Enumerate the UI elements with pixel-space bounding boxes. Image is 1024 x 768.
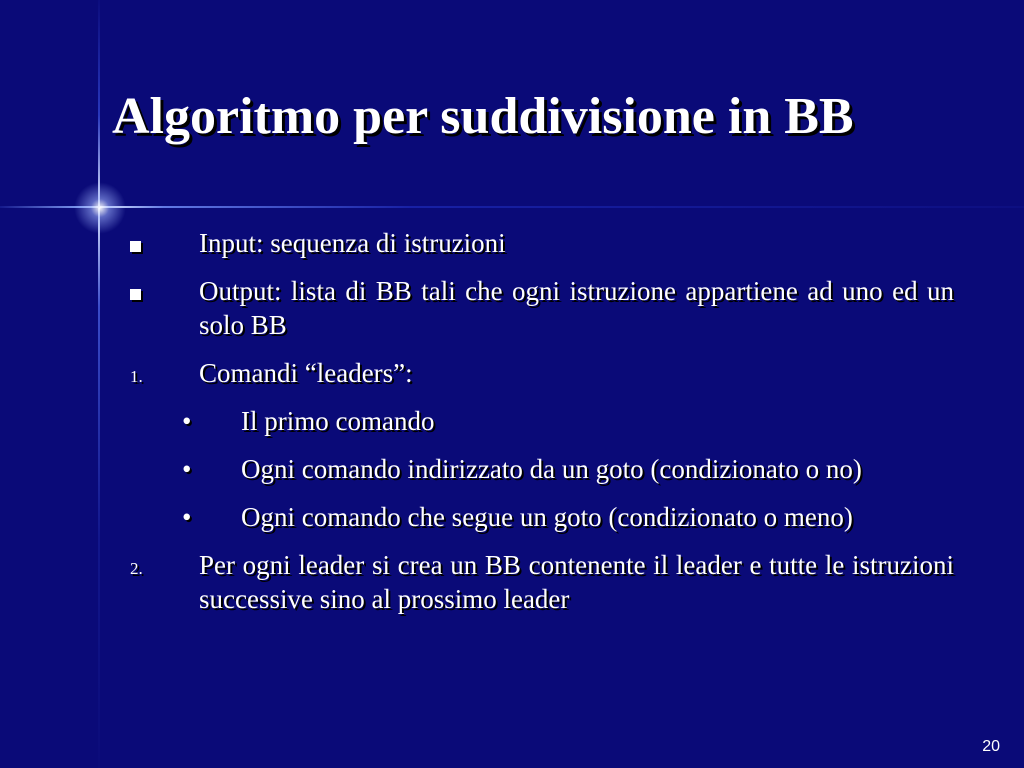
list-item-text: Output: lista di BB tali che ogni istruzione appartiene ad uno ed un solo BB	[199, 276, 954, 340]
square-bullet-icon	[130, 226, 141, 260]
list-item-text: Input: sequenza di istruzioni	[199, 228, 506, 258]
numbered-item	[126, 548, 954, 616]
decorative-vertical-line	[98, 0, 100, 768]
bullet-dot: •	[182, 502, 192, 532]
sub-list-item	[126, 452, 954, 486]
item-number: 1.	[130, 367, 143, 386]
item-number: 2.	[130, 559, 143, 578]
list-item	[126, 226, 954, 260]
sparkle-icon	[74, 182, 126, 234]
list-item	[126, 274, 954, 342]
slide-title: Algoritmo per suddivisione in BB	[112, 88, 854, 145]
list-item-text: Ogni comando indirizzato da un goto (condizionato o no)	[241, 454, 862, 484]
page-number: 20	[982, 738, 1000, 755]
bullet-dot: •	[182, 406, 192, 436]
list-item-text: Comandi “leaders”:	[199, 358, 413, 388]
bullet-dot: •	[182, 454, 192, 484]
numbered-item	[126, 356, 954, 390]
sub-list-item	[126, 404, 954, 438]
square-bullet-icon	[130, 274, 141, 308]
list-item-text: Per ogni leader si crea un BB contenente il leader e tutte le istruzioni successive sino al prossimo leader	[199, 550, 954, 614]
decorative-horizontal-line	[0, 206, 1024, 208]
sub-list-item	[126, 500, 954, 534]
list-item-text: Ogni comando che segue un goto (condizionato o meno)	[241, 502, 853, 532]
list-item-text: Il primo comando	[241, 406, 435, 436]
slide-content	[126, 226, 954, 630]
